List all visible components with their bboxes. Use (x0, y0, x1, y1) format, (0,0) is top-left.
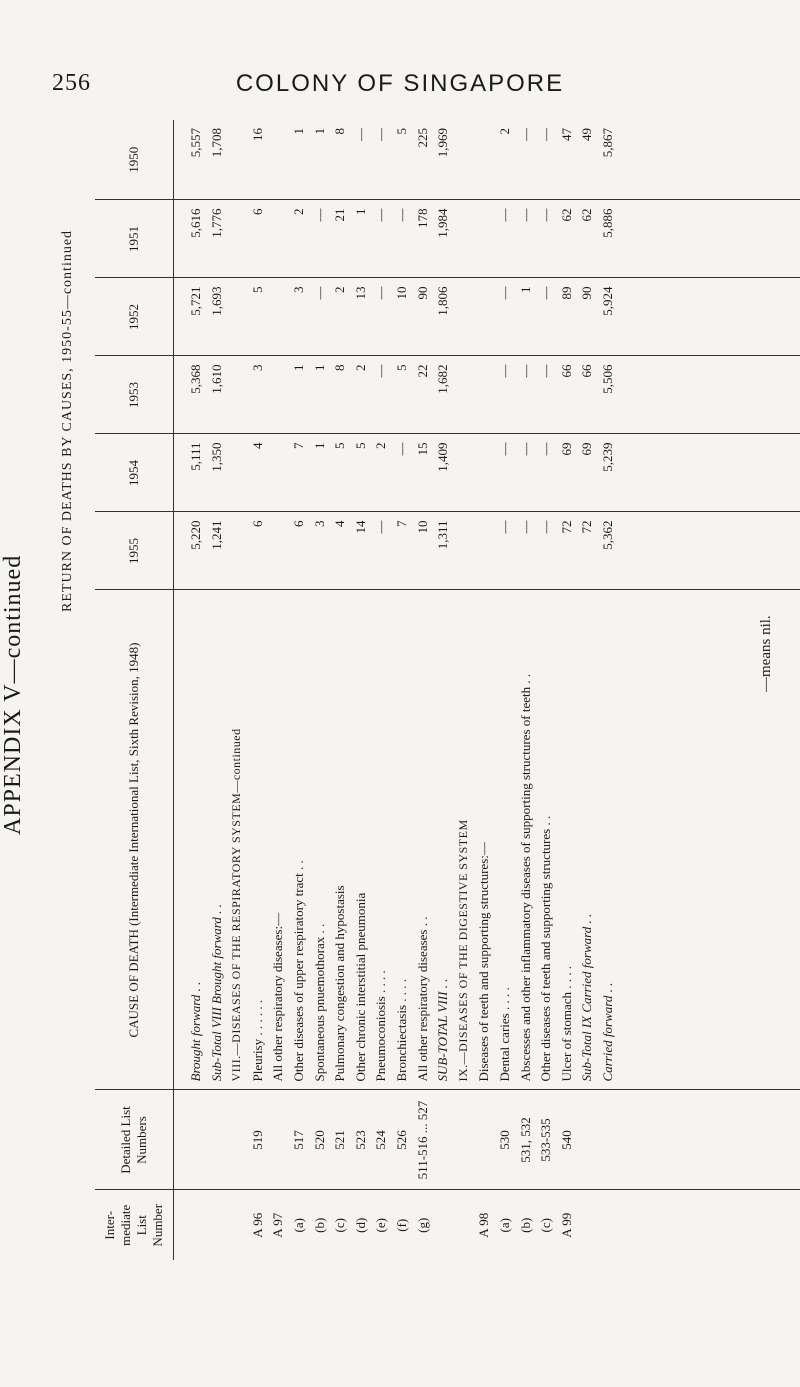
year-1954-lines (188, 443, 620, 504)
table-line (188, 1099, 209, 1182)
table-line (579, 1099, 600, 1182)
table-line: 1,708 (208, 128, 224, 158)
table-line: 511-516 ... 527 (414, 1100, 430, 1180)
table-line: 1 (352, 208, 368, 215)
table-line: 533-535 (538, 1118, 554, 1162)
table-line: 21 (332, 208, 348, 222)
year-1952-cell (174, 278, 800, 356)
table-line (229, 521, 250, 582)
table-line: 5,616 (188, 208, 203, 238)
table-line: 69 (579, 442, 595, 456)
table-line: 7 (290, 442, 306, 449)
table-line: 1 (311, 442, 327, 449)
table-line: (a) (496, 1218, 512, 1233)
table-line: 5,886 (599, 208, 615, 238)
detailed-lines (188, 1099, 620, 1182)
table-line: Diseases of teeth and supporting structures:— (476, 842, 492, 1082)
col-intermediate-list: Inter- mediate List Number (95, 1190, 174, 1260)
table-line (270, 521, 291, 582)
table-line: 2 (373, 442, 389, 449)
table-line: 225 (414, 128, 430, 148)
table-line: 1 (290, 364, 306, 371)
table-line: 1 (517, 286, 533, 293)
table-line: — (496, 286, 512, 300)
table-line (476, 209, 497, 270)
table-line: Spontaneous pnuemothorax . . (311, 923, 327, 1082)
table-line: 8 (332, 128, 348, 135)
table-line (229, 287, 250, 348)
col-year-1954: 1954 (95, 434, 174, 512)
table-line (270, 365, 291, 426)
table-line: 1,806 (435, 286, 451, 316)
appendix-title: APPENDIX V—continued (0, 554, 26, 835)
year-1954-cell (174, 434, 800, 512)
table-line: (c) (538, 1218, 554, 1233)
table-line: — (496, 442, 512, 456)
table-line: Pulmonary congestion and hypostasis (332, 885, 348, 1082)
table-line: 5 (249, 286, 265, 293)
table-line (270, 209, 291, 270)
table-line: 524 (373, 1130, 389, 1150)
table-line: — (373, 128, 389, 141)
table-title: RETURN OF DEATHS BY CAUSES, 1950-55—continued (60, 229, 75, 612)
table-line: 531, 532 (517, 1117, 533, 1163)
intermediate-list-cell (174, 1190, 800, 1260)
table-line: 90 (579, 286, 595, 300)
table-line: 22 (414, 364, 430, 378)
table-line: (d) (352, 1217, 368, 1233)
table-line: A 97 (270, 1212, 286, 1238)
table-line: 523 (352, 1130, 368, 1150)
table-line: 15 (414, 442, 430, 456)
table-line: — (517, 442, 533, 456)
table-line: Dental caries . . . . (496, 987, 512, 1082)
table-line: — (393, 208, 409, 222)
table-line: 1,693 (208, 286, 224, 316)
table-line: 7 (393, 520, 409, 527)
table-line (270, 128, 291, 192)
table-line: 1,241 (208, 520, 224, 550)
table-line: 5,368 (188, 364, 203, 394)
table-line: 5,220 (188, 520, 203, 550)
table-line: — (538, 286, 554, 300)
table-line (229, 365, 250, 426)
table-line: Brought forward . . (188, 981, 203, 1082)
table-line (229, 1099, 250, 1182)
table-line: (b) (311, 1217, 327, 1233)
deaths-table-rotated (95, 120, 800, 1260)
table-line: SUB-TOTAL VIII . . (435, 978, 451, 1082)
table-line (270, 443, 291, 504)
table-line (476, 521, 497, 582)
table-line (229, 443, 250, 504)
table-line: 89 (558, 286, 574, 300)
table-line: Carried forward . . (599, 982, 615, 1082)
table-line: — (517, 128, 533, 141)
table-header-row (95, 120, 174, 1260)
table-line (600, 1199, 621, 1253)
col-year-1953: 1953 (95, 356, 174, 434)
col-detailed-list: Detailed List Numbers (95, 1090, 174, 1190)
table-line: — (538, 208, 554, 222)
table-line (270, 1099, 291, 1182)
table-line: Ulcer of stomach . . . . (558, 965, 574, 1082)
table-line: 47 (558, 128, 574, 141)
table-line: 1 (311, 364, 327, 371)
table-line: A 99 (558, 1212, 574, 1238)
table-line (456, 1199, 477, 1253)
table-line: 1,984 (435, 208, 451, 238)
table-line (209, 1099, 230, 1182)
table-line: 1 (290, 128, 306, 135)
table-line (229, 1199, 250, 1253)
deaths-by-causes-table (95, 120, 800, 1260)
table-line: Pneumoconiosis . . . . (373, 970, 389, 1082)
running-head: COLONY OF SINGAPORE (235, 70, 565, 97)
table-line (456, 443, 477, 504)
table-line: A 98 (476, 1212, 492, 1238)
table-line: 1,776 (208, 208, 224, 238)
table-line (209, 1199, 230, 1253)
table-line: 5 (352, 442, 368, 449)
table-line: — (517, 208, 533, 222)
table-line: 8 (332, 364, 348, 371)
table-line: — (393, 442, 409, 456)
table-line: All other respiratory diseases:— (270, 912, 286, 1082)
table-line: IX.—DISEASES OF THE DIGESTIVE SYSTEM (455, 819, 470, 1082)
table-line (270, 287, 291, 348)
table-line: 178 (414, 208, 430, 228)
table-line (456, 521, 477, 582)
table-line: — (373, 286, 389, 300)
table-line: 66 (558, 364, 574, 378)
table-line: 517 (290, 1130, 306, 1150)
table-line (600, 1099, 621, 1182)
table-line: 5 (332, 442, 348, 449)
table-line: (e) (373, 1218, 389, 1233)
table-line (456, 209, 477, 270)
cause-cell (174, 590, 800, 1090)
table-line: 5,239 (599, 442, 615, 472)
year-1951-cell (174, 200, 800, 278)
table-line: 4 (332, 520, 348, 527)
table-line: 69 (558, 442, 574, 456)
year-1950-cell (174, 120, 800, 200)
table-line: — (311, 286, 327, 300)
detailed-list-cell (174, 1090, 800, 1190)
table-line: — (538, 364, 554, 378)
table-line: 519 (249, 1130, 265, 1150)
table-line: 3 (290, 286, 306, 293)
table-line: Other diseases of upper respiratory tract . . (290, 860, 306, 1082)
table-line: 5,867 (599, 128, 615, 158)
table-line: Abscesses and other inflammatory diseases of supporting structures of teeth . . (517, 673, 533, 1082)
page-number: 256 (52, 70, 91, 96)
col-cause-of-death: CAUSE OF DEATH (Intermediate International List, Sixth Revision, 1948) (95, 590, 174, 1090)
table-line (435, 1099, 456, 1182)
table-line: (f) (393, 1218, 409, 1232)
year-1951-lines (188, 209, 620, 270)
table-line: 520 (311, 1130, 327, 1150)
year-1952-lines (188, 287, 620, 348)
table-line: 1 (311, 128, 327, 135)
table-line: 5 (393, 364, 409, 371)
table-line: 1,682 (435, 364, 451, 394)
table-line (476, 287, 497, 348)
table-line: 6 (249, 208, 265, 215)
table-line: 62 (558, 208, 574, 222)
table-line: — (373, 208, 389, 222)
table-line: 14 (352, 520, 368, 534)
year-1953-lines (188, 365, 620, 426)
table-line: 1,311 (435, 520, 451, 550)
table-line: Pleurisy . . . . . . (249, 999, 265, 1082)
intermediate-lines (188, 1199, 620, 1253)
table-line: — (538, 442, 554, 456)
table-line: 1,409 (435, 442, 451, 472)
table-line: — (352, 128, 368, 141)
table-line: 2 (290, 208, 306, 215)
table-line: — (538, 520, 554, 534)
table-line: 540 (558, 1130, 574, 1150)
table-line: (g) (414, 1217, 430, 1233)
table-line: 2 (332, 286, 348, 293)
table-line: 526 (393, 1130, 409, 1150)
year-1955-cell (174, 512, 800, 590)
table-line (579, 1199, 600, 1253)
table-line: 2 (352, 364, 368, 371)
table-line: 5,557 (188, 128, 203, 158)
table-line: 90 (414, 286, 430, 300)
table-line: 1,350 (208, 442, 224, 472)
table-line: All other respiratory diseases . . (414, 916, 430, 1082)
table-line: 6 (249, 520, 265, 527)
col-year-1950: 1950 (95, 120, 174, 200)
table-line: 16 (249, 128, 265, 141)
table-line: 1,969 (435, 128, 451, 158)
table-line (188, 1199, 209, 1253)
table-line (456, 287, 477, 348)
table-line (456, 1099, 477, 1182)
table-line (476, 443, 497, 504)
table-line: 530 (496, 1130, 512, 1150)
table-line: 5,362 (599, 520, 615, 550)
table-line: 3 (249, 364, 265, 371)
table-line: — (496, 208, 512, 222)
year-1955-lines (188, 521, 620, 582)
table-line (476, 365, 497, 426)
footnote: —means nil. (758, 615, 774, 692)
table-line: A 96 (249, 1212, 265, 1238)
table-line (476, 1099, 497, 1182)
table-line: 10 (393, 286, 409, 300)
table-line: (c) (332, 1218, 348, 1233)
table-line: (a) (290, 1218, 306, 1233)
col-year-1952: 1952 (95, 278, 174, 356)
table-line: 5,506 (599, 364, 615, 394)
table-line (229, 209, 250, 270)
table-line: 5,111 (188, 442, 203, 471)
table-line: Other diseases of teeth and supporting structures . . (538, 815, 554, 1082)
table-line: (b) (517, 1217, 533, 1233)
table-line (435, 1199, 456, 1253)
table-line: 6 (290, 520, 306, 527)
year-1950-lines (188, 128, 620, 192)
table-line: 49 (579, 128, 595, 141)
table-line: Bronchiectasis . . . . (393, 978, 409, 1082)
table-line (456, 365, 477, 426)
table-line: 66 (579, 364, 595, 378)
table-line: — (538, 128, 554, 141)
table-line: — (517, 364, 533, 378)
table-line: Other chronic interstitial pneumonia (352, 892, 368, 1082)
table-line: 72 (579, 520, 595, 534)
table-line: 4 (249, 442, 265, 449)
table-line: 13 (352, 286, 368, 300)
table-line: Sub-Total IX Carried forward . . (579, 913, 595, 1082)
col-year-1951: 1951 (95, 200, 174, 278)
table-line: — (517, 520, 533, 534)
table-line (456, 128, 477, 192)
table-line: Sub-Total VIII Brought forward . . (208, 904, 224, 1082)
table-line: 62 (579, 208, 595, 222)
table-line: 3 (311, 520, 327, 527)
table-line: 521 (332, 1130, 348, 1150)
table-line: 1,610 (208, 364, 224, 394)
table-line: VIII.—DISEASES OF THE RESPIRATORY SYSTEM—continued (229, 728, 244, 1082)
table-line (229, 128, 250, 192)
cause-lines (188, 599, 620, 1082)
table-line: 2 (496, 128, 512, 135)
table-line: 10 (414, 520, 430, 534)
table-line: 72 (558, 520, 574, 534)
table-line: 5 (393, 128, 409, 135)
table-line: 5,721 (188, 286, 203, 316)
table-line: 5,924 (599, 286, 615, 316)
table-line: — (311, 208, 327, 222)
year-1953-cell (174, 356, 800, 434)
table-line: — (373, 520, 389, 534)
table-line: — (496, 364, 512, 378)
table-line: — (496, 520, 512, 534)
col-year-1955: 1955 (95, 512, 174, 590)
table-line: — (373, 364, 389, 378)
table-line (476, 128, 497, 192)
table-body (174, 120, 800, 1260)
